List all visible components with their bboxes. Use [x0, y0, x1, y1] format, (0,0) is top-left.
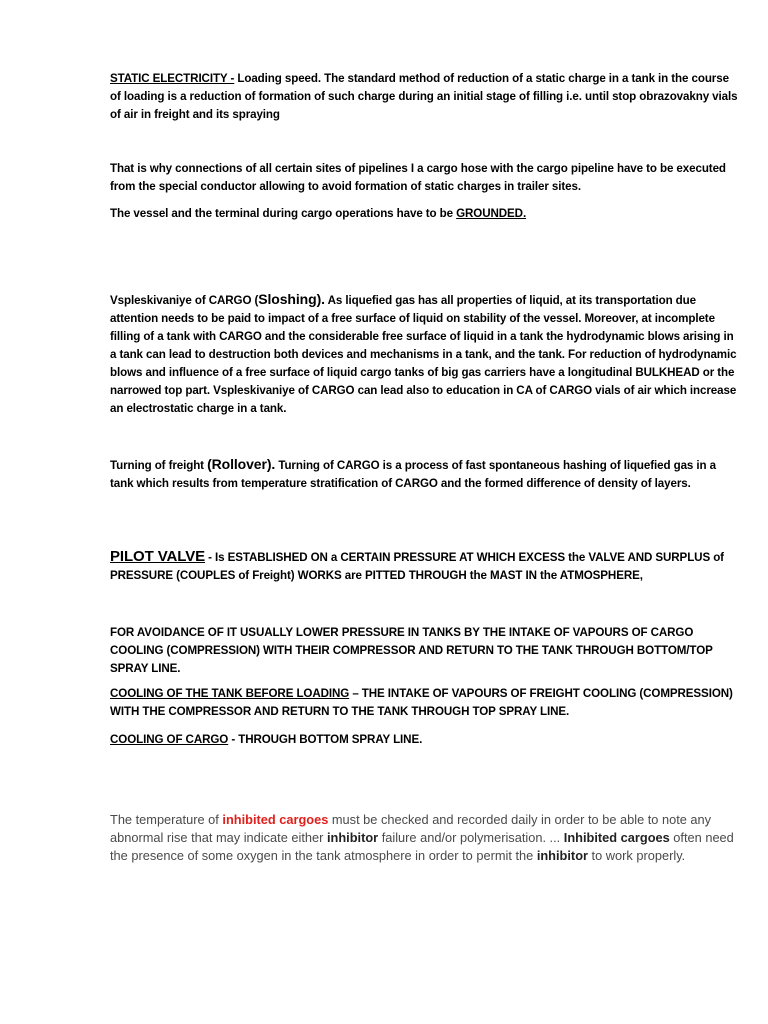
- cooling-cargo-text: - THROUGH BOTTOM SPRAY LINE.: [228, 733, 423, 746]
- cooling-cargo-paragraph: [110, 731, 740, 749]
- rollover-term: (Rollover).: [207, 456, 276, 472]
- grounded-emphasis: GROUNDED.: [456, 207, 527, 220]
- inhibited-cargoes-highlight: inhibited cargoes: [222, 812, 329, 827]
- sloshing-term: Sloshing).: [258, 291, 325, 307]
- static-electricity-heading: STATIC ELECTRICITY -: [110, 72, 235, 85]
- avoidance-paragraph: [110, 624, 740, 678]
- sloshing-paragraph: [110, 290, 740, 418]
- inhibited-text-2: must be checked and recorded daily in order to be able to note any abnormal rise that may indicate either: [110, 812, 712, 846]
- grounding-text: The vessel and the terminal during cargo operations have to be: [110, 207, 457, 220]
- connections-text: That is why connections of all certain sites of pipelines I a cargo hose with the cargo pipeline have to be executed from the special conductor allowing to avoid formation of static charges in trailer sites.: [110, 162, 726, 193]
- inhibited-text-4: often need the presence of some oxygen in the tank atmosphere in order to permit the: [110, 830, 734, 864]
- rollover-paragraph: [110, 455, 740, 493]
- inhibited-cargoes-paragraph: [110, 811, 750, 866]
- rollover-text: Turning of CARGO is a process of fast spontaneous hashing of liquefied gas in a tank which results from temperature stratification of CARGO and the formed difference of density of layers.: [110, 459, 716, 490]
- inhibited-text-5: to work properly.: [588, 848, 686, 864]
- avoidance-text: FOR AVOIDANCE OF IT USUALLY LOWER PRESSURE IN TANKS BY THE INTAKE OF VAPOURS OF CARGO COOLING (COMPRESSION) WITH THEIR COMPRESSOR AND RETURN TO THE TANK THROUGH BOTTOM/TOP SPRAY LINE.: [110, 626, 713, 675]
- static-electricity-paragraph: [110, 70, 740, 124]
- pilot-valve-text: - Is ESTABLISHED ON a CERTAIN PRESSURE AT WHICH EXCESS the VALVE AND SURPLUS of PRESSURE (COUPLES of Freight) WORKS are PITTED THROUGH the MAST IN the ATMOSPHERE,: [110, 551, 724, 582]
- grounding-paragraph: [110, 205, 740, 223]
- static-electricity-text: Loading speed. The standard method of reduction of a static charge in a tank in the course of loading is a reduction of formation of such charge during an initial stage of filling i.e. until stop obrazovakny vials of air in freight and its spraying: [110, 72, 738, 121]
- cooling-cargo-heading: COOLING OF CARGO: [110, 733, 229, 746]
- sloshing-pre: Vspleskivaniye of CARGO (: [110, 294, 259, 307]
- pilot-valve-paragraph: [110, 548, 740, 585]
- cooling-tank-paragraph: [110, 685, 740, 721]
- cooling-tank-heading: COOLING OF THE TANK BEFORE LOADING: [110, 687, 350, 700]
- rollover-pre: Turning of freight: [110, 459, 208, 472]
- inhibited-text-1: The temperature of: [110, 812, 223, 827]
- connections-paragraph: [110, 160, 740, 196]
- inhibited-text-3: failure and/or polymerisation. ...: [378, 830, 564, 846]
- inhibitor-term-1: inhibitor: [326, 830, 379, 846]
- inhibitor-term-2: inhibitor: [536, 848, 588, 864]
- inhibited-cargoes-term: Inhibited cargoes: [563, 830, 670, 846]
- cooling-tank-text: – THE INTAKE OF VAPOURS OF FREIGHT COOLING (COMPRESSION) WITH THE COMPRESSOR AND RETURN TO THE TANK THROUGH TOP SPRAY LINE.: [110, 687, 733, 718]
- sloshing-text: As liquefied gas has all properties of liquid, at its transportation due attention needs to be paid to impact of a free surface of liquid on stability of the vessel. Moreover, at incomplete filling of a tank with CARGO and the considerable free surface of liquid in a tank the hydrodynamic blows arising in a tank can lead to destruction both devices and mechanisms in a tank, and the tank. For reduction of hydrodynamic blows and influence of a free surface of liquid cargo tanks of big gas carriers have a longitudinal BULKHEAD or the narrowed top part. Vspleskivaniye of CARGO can lead also to education in CA of CARGO vials of air which increase an electrostatic charge in a tank.: [110, 294, 737, 415]
- pilot-valve-heading: PILOT VALVE: [110, 548, 206, 565]
